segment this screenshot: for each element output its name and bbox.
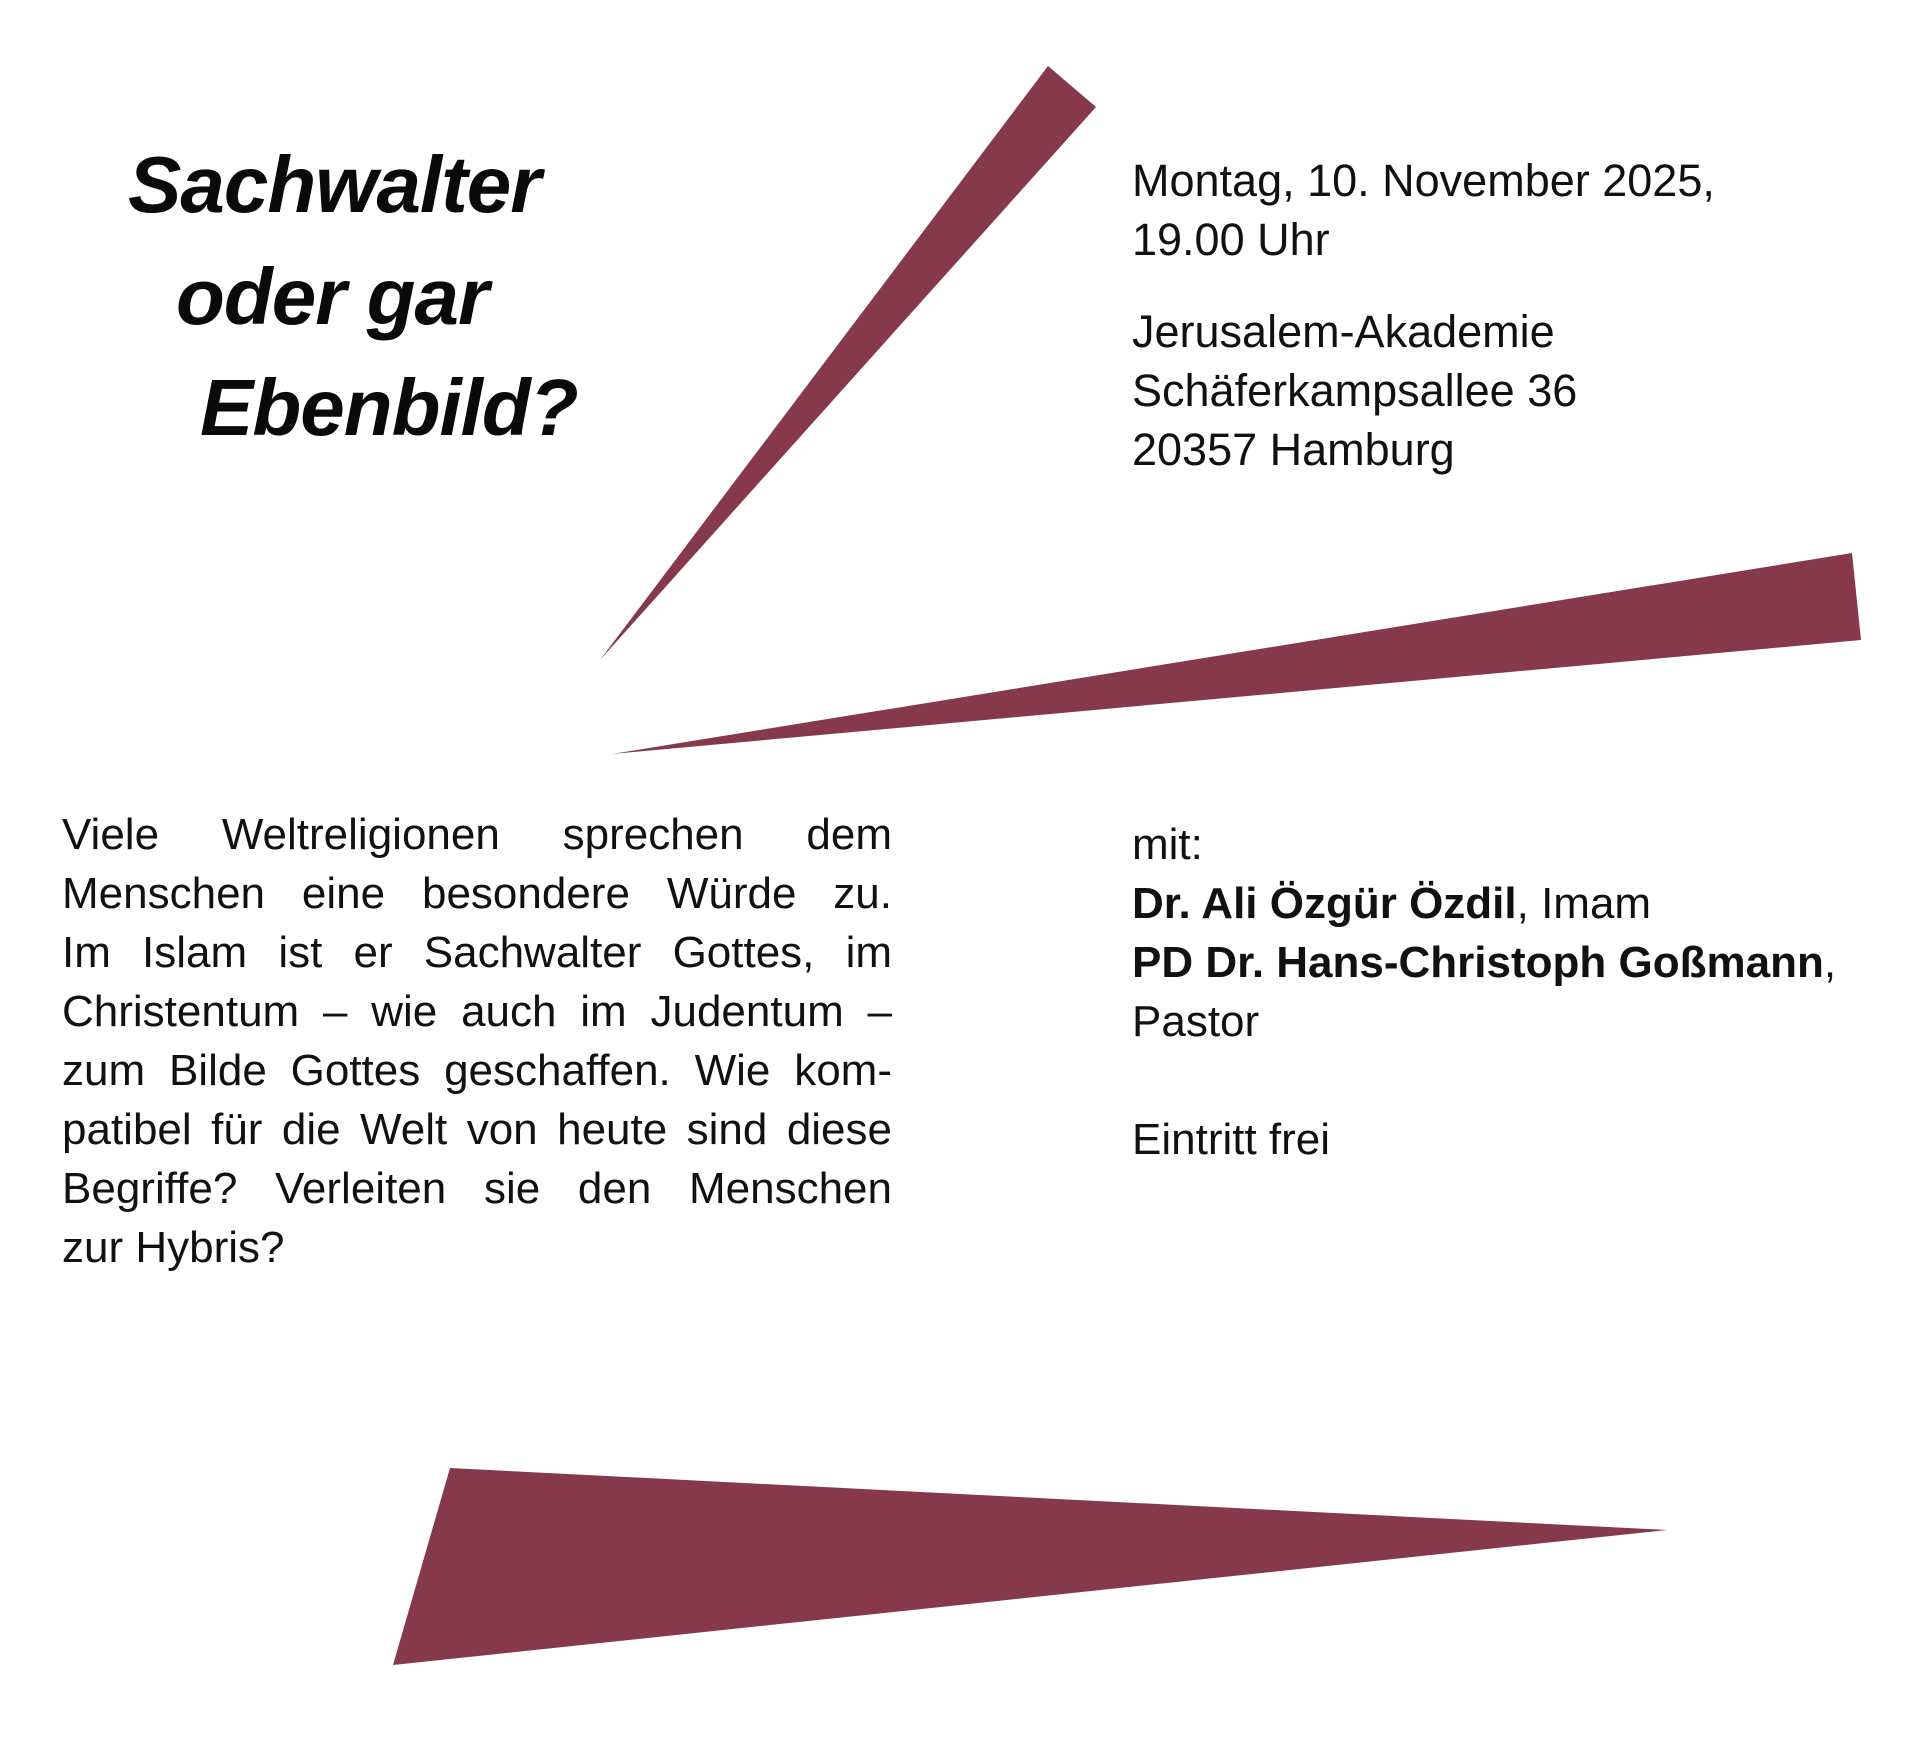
speakers-intro: mit:: [1132, 820, 1203, 869]
description-line: Menschen eine besondere Würde zu.: [62, 869, 892, 918]
wedge-upper: [600, 66, 1096, 660]
description-line: patibel für die Welt von heute sind diese: [62, 1105, 892, 1154]
title-line-3: Ebenbild?: [200, 363, 578, 452]
event-venue: [1132, 302, 1577, 479]
description-line: Im Islam ist er Sachwalter Gottes, im: [62, 928, 892, 977]
speaker-2-role-cont: Pastor: [1132, 997, 1260, 1046]
speaker-1: [1132, 874, 1836, 933]
speaker-2: [1132, 933, 1836, 992]
venue-city: 20357 Hamburg: [1132, 424, 1455, 475]
event-time: 19.00 Uhr: [1132, 214, 1330, 265]
description-line: Begriffe? Verleiten sie den Menschen: [62, 1164, 892, 1213]
title-line-1: Sachwalter: [128, 140, 541, 229]
title-line-2: oder gar: [176, 252, 489, 341]
speaker-2-role: ,: [1823, 938, 1837, 987]
event-datetime: [1132, 151, 1715, 269]
venue-street: Schäferkampsallee 36: [1132, 365, 1578, 416]
admission-note: Eintritt frei: [1132, 1115, 1331, 1164]
description-line: Christentum – wie auch im Judentum –: [62, 987, 892, 1036]
event-date: Montag, 10. November 2025,: [1132, 155, 1715, 206]
speakers-block: [1132, 815, 1836, 1051]
speaker-2-continued: [1132, 992, 1836, 1051]
description-paragraph: [62, 805, 892, 1277]
venue-name: Jerusalem-Akademie: [1132, 306, 1555, 357]
description-line: zur Hybris?: [62, 1223, 285, 1272]
speaker-1-role: , Imam: [1516, 879, 1652, 928]
wedge-middle: [612, 553, 1861, 754]
speaker-2-name: PD Dr. Hans-Christoph Goßmann: [1132, 938, 1824, 987]
description-line: zum Bilde Gottes geschaffen. Wie kom-: [62, 1046, 892, 1095]
description-line: Viele Weltreligionen sprechen dem: [62, 810, 892, 859]
speaker-1-name: Dr. Ali Özgür Özdil: [1132, 879, 1517, 928]
wedge-lower: [393, 1468, 1667, 1665]
